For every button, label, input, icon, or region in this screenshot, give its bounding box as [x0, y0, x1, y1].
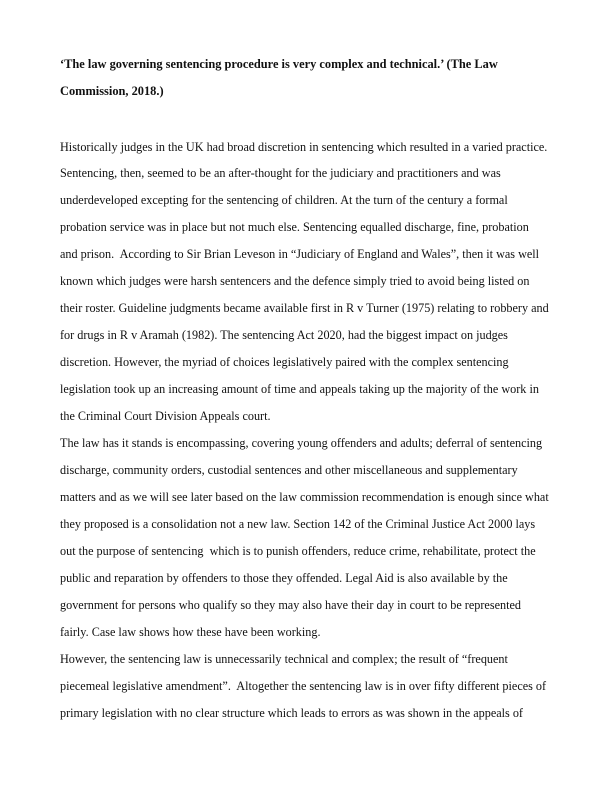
body-line-6: known which judges were harsh sentencers and the defence simply tried to avoid being listed on: [60, 274, 530, 288]
document-title-line-2: Commission, 2018.): [60, 84, 164, 98]
body-line-19: fairly. Case law shows how these have been working.: [60, 625, 321, 639]
body-line-4: probation service was in place but not much else. Sentencing equalled discharge, fine, probation: [60, 220, 529, 234]
body-line-18: government for persons who qualify so they may also have their day in court to be represented: [60, 598, 521, 612]
body-line-15: they proposed is a consolidation not a new law. Section 142 of the Criminal Justice Act 2000 lays: [60, 517, 536, 531]
body-line-2: Sentencing, then, seemed to be an after-thought for the judiciary and practitioners and was: [60, 166, 501, 180]
body-line-16: out the purpose of sentencing which is to punish offenders, reduce crime, rehabilitate, protect the: [60, 544, 536, 558]
body-line-3: underdeveloped excepting for the sentencing of children. At the turn of the century a formal: [60, 193, 508, 207]
body-line-20: However, the sentencing law is unnecessarily technical and complex; the result of “frequent: [60, 652, 508, 666]
body-line-11: the Criminal Court Division Appeals court.: [60, 409, 271, 423]
body-line-7: their roster. Guideline judgments became available first in R v Turner (1975) relating to robbery and: [60, 301, 549, 315]
body-line-9: discretion. However, the myriad of choices legislatively paired with the complex sentencing: [60, 355, 509, 369]
body-line-12: The law has it stands is encompassing, covering young offenders and adults; deferral of sentencing: [60, 436, 543, 450]
body-line-1: Historically judges in the UK had broad discretion in sentencing which resulted in a varied practice.: [60, 140, 548, 154]
document-title-line-1: ‘The law governing sentencing procedure is very complex and technical.’ (The Law: [60, 57, 498, 71]
body-line-14: matters and as we will see later based on the law commission recommendation is enough since what: [60, 490, 549, 504]
body-line-8: for drugs in R v Aramah (1982). The sentencing Act 2020, had the biggest impact on judges: [60, 328, 508, 342]
body-line-22: primary legislation with no clear structure which leads to errors as was shown in the appeals of: [60, 706, 523, 720]
body-line-21: piecemeal legislative amendment”. Altogether the sentencing law is in over fifty different pieces of: [60, 679, 547, 693]
body-line-10: legislation took up an increasing amount of time and appeals taking up the majority of the work in: [60, 382, 539, 396]
body-line-13: discharge, community orders, custodial sentences and other miscellaneous and supplementary: [60, 463, 518, 477]
body-line-17: public and reparation by offenders to those they offended. Legal Aid is also available by the: [60, 571, 508, 585]
body-line-5: and prison. According to Sir Brian Leveson in “Judiciary of England and Wales”, then it was well: [60, 247, 540, 261]
